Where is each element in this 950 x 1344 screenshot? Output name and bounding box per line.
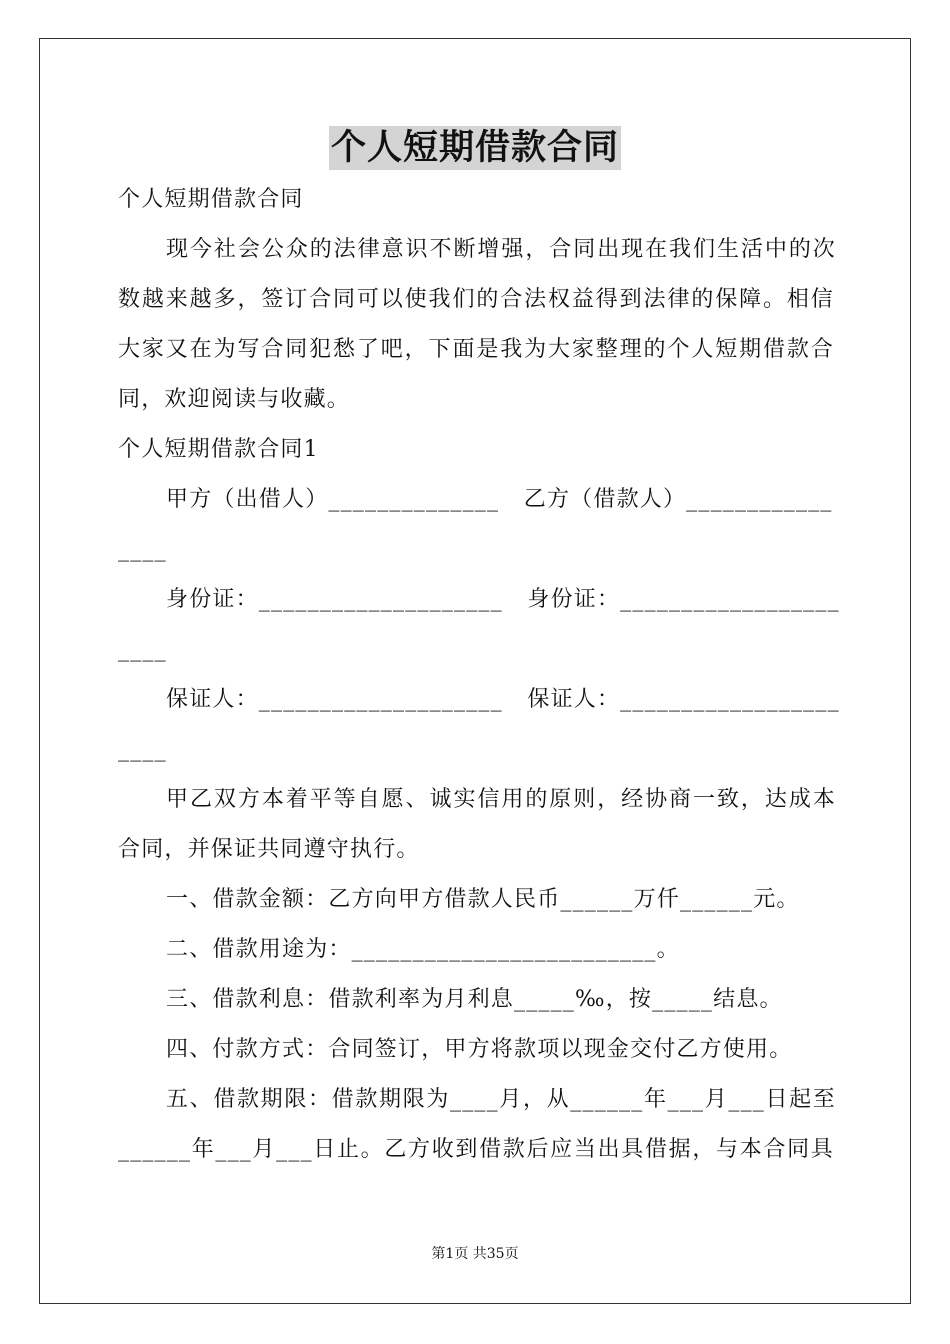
document-title: 个人短期借款合同 [330,127,619,168]
intro-line-2: 数越来越多，签订合同可以使我们的合法权益得到法律的保障。相信 [118,287,834,312]
document-subtitle: 个人短期借款合同 [118,187,304,212]
clause-2: 二、借款用途为：_________________________。 [166,937,680,962]
section-heading: 个人短期借款合同1 [118,437,319,462]
title-container [0,126,950,170]
clause-5-cont: ______年___月___日止。乙方收到借款后应当出具借据，与本合同具 [118,1137,834,1162]
agreement-line-1: 甲乙双方本着平等自愿、诚实信用的原则，经协商一致，达成本 [166,787,836,812]
page-footer: 第1页 共35页 [431,1246,519,1262]
clause-3: 三、借款利息：借款利率为月利息_____‰，按_____结息。 [166,987,783,1012]
guarantor-line: 保证人：____________________ 保证人：__________________ [166,687,840,712]
party-line: 甲方（出借人）______________ 乙方（借款人）____________ [166,487,833,512]
agreement-line-2: 合同，并保证共同遵守执行。 [118,837,420,862]
id-line-cont: ____ [118,637,167,662]
clause-5: 五、借款期限：借款期限为____月，从______年___月___日起至 [166,1087,836,1112]
clause-4: 四、付款方式：合同签订，甲方将款项以现金交付乙方使用。 [166,1037,793,1062]
clause-1: 一、借款金额：乙方向甲方借款人民币______万仟______元。 [166,887,800,912]
intro-line-1: 现今社会公众的法律意识不断增强，合同出现在我们生活中的次 [166,237,836,262]
guarantor-line-cont: ____ [118,737,167,762]
party-line-cont: ____ [118,537,167,562]
intro-line-3: 大家又在为写合同犯愁了吧，下面是我为大家整理的个人短期借款合 [118,337,834,362]
id-line: 身份证：____________________ 身份证：__________________ [166,587,840,612]
intro-line-4: 同，欢迎阅读与收藏。 [118,387,351,412]
